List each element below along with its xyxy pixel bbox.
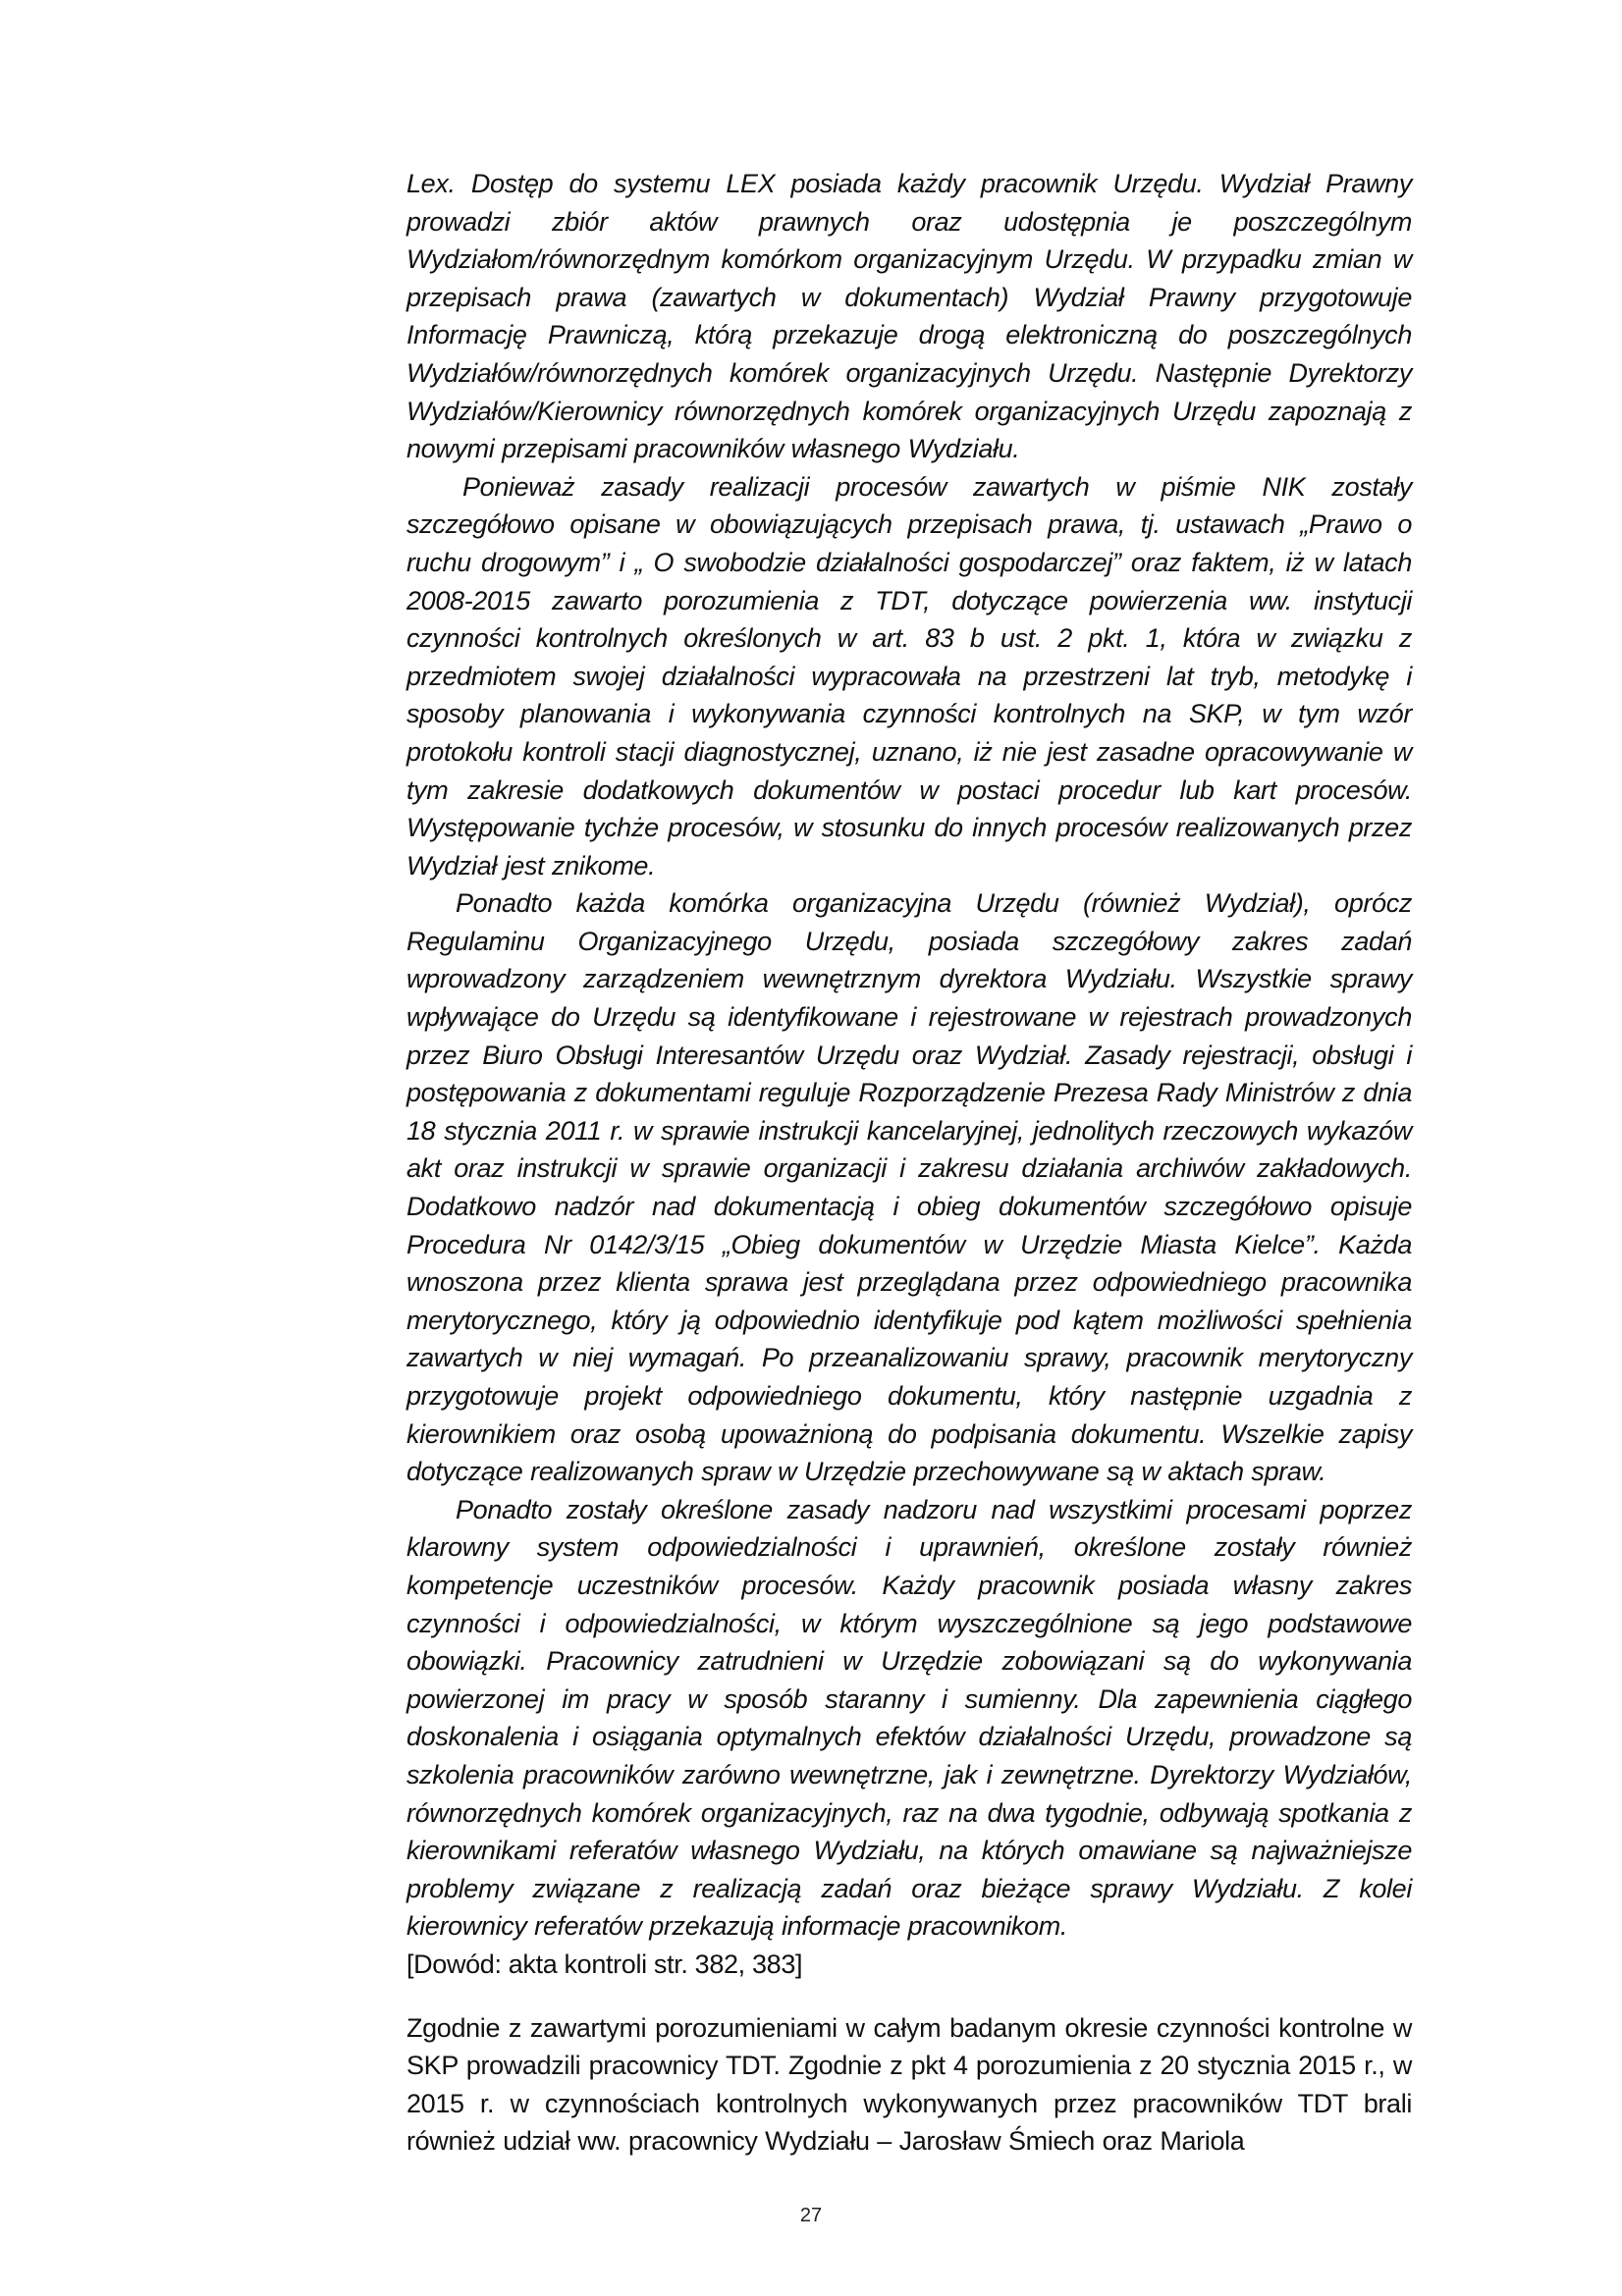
paragraph-agreements: Zgodnie z zawartymi porozumieniami w całym badanym okresie czynności kontrolne w SKP prowadzili pracownicy TDT. Zgodnie z pkt 4 porozumienia z 20 stycznia 2015 r., w 2015 r. w czynnościach kontrolnych wykonywanych przez pracowników TDT brali również udział ww. pracownicy Wydziału – Jarosław Śmiech oraz Mariola <box>406 2012 1412 2157</box>
evidence-reference: [Dowód: akta kontroli str. 382, 383] <box>406 1949 803 1979</box>
page-number: 27 <box>799 2205 823 2226</box>
paragraph-process-rules: Ponieważ zasady realizacji procesów zawartych w piśmie NIK zostały szczegółowo opisane w obowiązujących przepisach prawa, tj. ustawach „Prawo o ruchu drogowym” i „ O swobodzie działalności gospodarczej” oraz faktem, iż w latach 2008-2015 zawarto porozumienia z TDT, dotyczące powierzenia ww. instytucji czynności kontrolnych określonych w art. 83 b ust. 2 pkt. 1, która w związku z przedmiotem swojej działalności wypracowała na przestrzeni lat tryb, metodykę i sposoby planowania i wykonywania czynności kontrolnych na SKP, w tym wzór protokołu kontroli stacji diagnostycznej, uznano, iż nie jest zasadne opracowywanie w tym zakresie dodatkowych dokumentów w postaci procedur lub kart procesów. Występowanie tychże procesów, w stosunku do innych procesów realizowanych przez Wydział jest znikome. <box>406 471 1412 881</box>
paragraph-lex-access: Lex. Dostęp do systemu LEX posiada każdy pracownik Urzędu. Wydział Prawny prowadzi zbiór aktów prawnych oraz udostępnia je poszczególnym Wydziałom/równorzędnym komórkom organizacyjnym Urzędu. W przypadku zmian w przepisach prawa (zawartych w dokumentach) Wydział Prawny przygotowuje Informację Prawniczą, którą przekazuje drogą elektroniczną do poszczególnych Wydziałów/równorzędnych komórek organizacyjnych Urzędu. Następnie Dyrektorzy Wydziałów/Kierownicy równorzędnych komórek organizacyjnych Urzędu zapoznają z nowymi przepisami pracowników własnego Wydziału. <box>406 169 1412 464</box>
paragraph-organizational-units: Ponadto każda komórka organizacyjna Urzędu (również Wydział), oprócz Regulaminu Organizacyjnego Urzędu, posiada szczegółowy zakres zadań wprowadzony zarządzeniem wewnętrznym dyrektora Wydziału. Wszystkie sprawy wpływające do Urzędu są identyfikowane i rejestrowane w rejestrach prowadzonych przez Biuro Obsługi Interesantów Urzędu oraz Wydział. Zasady rejestracji, obsługi i postępowania z dokumentami reguluje Rozporządzenie Prezesa Rady Ministrów z dnia 18 stycznia 2011 r. w sprawie instrukcji kancelaryjnej, jednolitych rzeczowych wykazów akt oraz instrukcji w sprawie organizacji i zakresu działania archiwów zakładowych. Dodatkowo nadzór nad dokumentacją i obieg dokumentów szczegółowo opisuje Procedura Nr 0142/3/15 „Obieg dokumentów w Urzędzie Miasta Kielce”. Każda wnoszona przez klienta sprawa jest przeglądana przez odpowiedniego pracownika merytorycznego, który ją odpowiednio identyfikuje pod kątem możliwości spełnienia zawartych w niej wymagań. Po przeanalizowaniu sprawy, pracownik merytoryczny przygotowuje projekt odpowiedniego dokumentu, który następnie uzgadnia z kierownikiem oraz osobą upoważnioną do podpisania dokumentu. Wszelkie zapisy dotyczące realizowanych spraw w Urzędzie przechowywane są w aktach spraw. <box>406 888 1412 1487</box>
paragraph-supervision: Ponadto zostały określone zasady nadzoru nad wszystkimi procesami poprzez klarowny system odpowiedzialności i uprawnień, określone zostały również kompetencje uczestników procesów. Każdy pracownik posiada własny zakres czynności i odpowiedzialności, w którym wyszczególnione są jego podstawowe obowiązki. Pracownicy zatrudnieni w Urzędzie zobowiązani są do wykonywania powierzonej im pracy w sposób staranny i sumienny. Dla zapewnienia ciągłego doskonalenia i osiągania optymalnych efektów działalności Urzędu, prowadzone są szkolenia pracowników zarówno wewnętrzne, jak i zewnętrzne. Dyrektorzy Wydziałów, równorzędnych komórek organizacyjnych, raz na dwa tygodnie, odbywają spotkania z kierownikami referatów własnego Wydziału, na których omawiane są najważniejsze problemy związane z realizacją zadań oraz bieżące sprawy Wydziału. Z kolei kierownicy referatów przekazują informacje pracownikom. <box>406 1494 1412 1942</box>
body-text <box>406 165 1412 2161</box>
